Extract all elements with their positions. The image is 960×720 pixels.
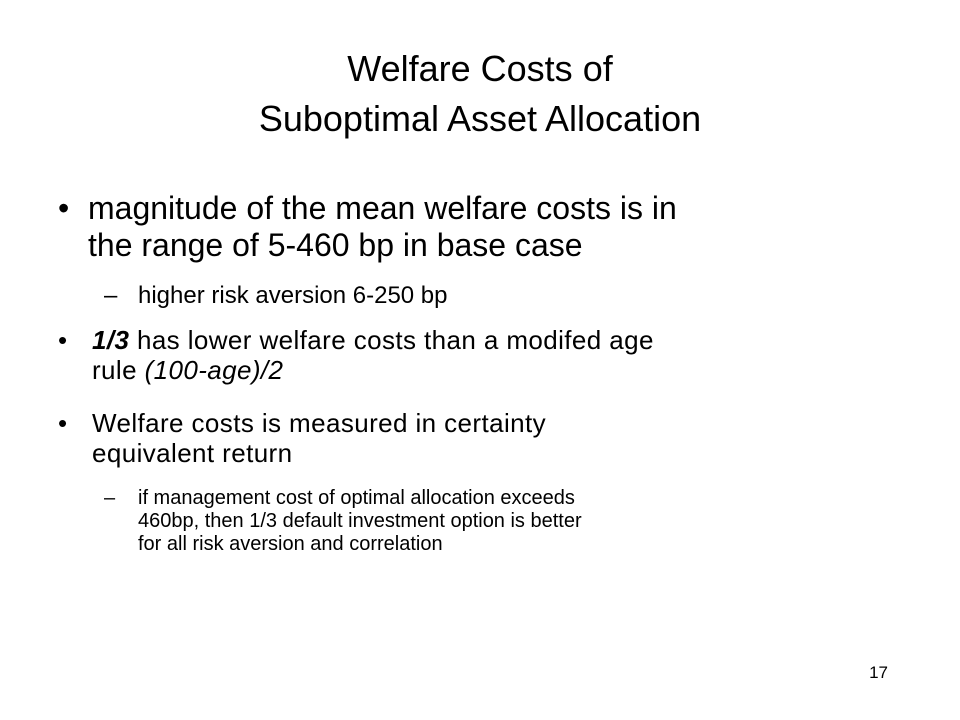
subbullet-text-line-1: if management cost of optimal allocation exceeds: [138, 487, 575, 509]
subbullet-management-cost: [58, 487, 908, 556]
emphasis-one-third: 1/3: [92, 325, 130, 355]
bullet-text-line-1: [92, 325, 908, 355]
dash-icon: –: [104, 282, 118, 309]
bullet-certainty-equivalent: [58, 408, 908, 468]
subbullet-text: higher risk aversion 6-250 bp: [138, 282, 448, 309]
slide-title: [0, 44, 960, 144]
subbullet-text-line-2: 460bp, then 1/3 default investment option is better: [138, 510, 582, 532]
bullet-text-line-1: Welfare costs is measured in certainty: [92, 408, 547, 438]
bullet-text-line-2: equivalent return: [92, 438, 293, 468]
bullet-text-middle: has lower welfare costs than a modifed age: [129, 325, 654, 355]
bullet-icon: •: [58, 190, 70, 226]
bullet-icon: •: [58, 325, 68, 355]
bullet-one-third-comparison: [58, 325, 908, 385]
bullet-text-line-1: magnitude of the mean welfare costs is in: [88, 190, 677, 226]
title-line-1: Welfare Costs of: [347, 48, 613, 89]
bullet-text-rule: rule: [92, 355, 145, 385]
bullet-mean-welfare-costs: [58, 190, 908, 264]
subbullet-higher-risk-aversion: [58, 282, 908, 310]
dash-icon: –: [104, 487, 116, 509]
age-rule-formula: (100-age)/2: [144, 355, 284, 385]
subbullet-text-line-3: for all risk aversion and correlation: [138, 533, 443, 555]
bullet-text-line-2: the range of 5-460 bp in base case: [88, 227, 583, 263]
bullet-icon: •: [58, 408, 68, 438]
page-number: 17: [869, 663, 888, 682]
bullet-text-line-2: [92, 355, 908, 385]
title-line-2: Suboptimal Asset Allocation: [258, 98, 702, 139]
